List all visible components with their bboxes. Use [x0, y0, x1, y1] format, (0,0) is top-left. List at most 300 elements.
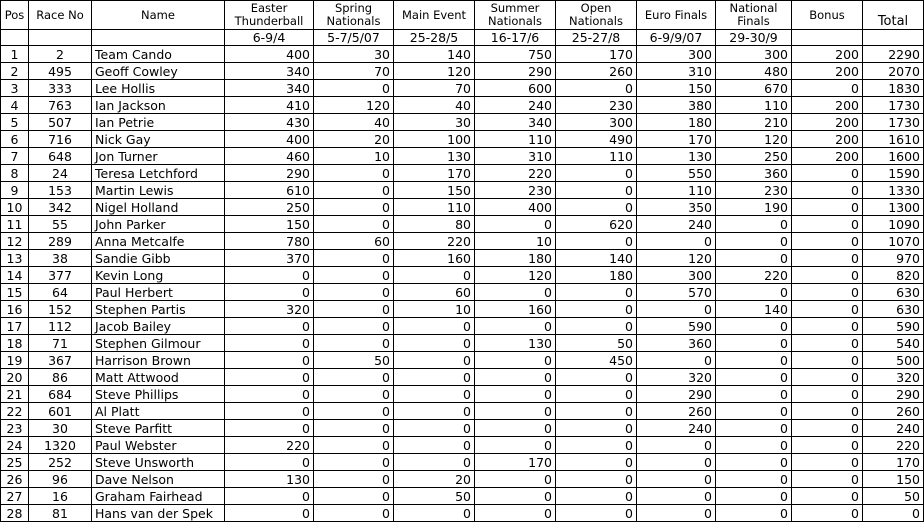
event-date: 5-7/5/07	[314, 30, 394, 46]
score-cell: 0	[475, 505, 556, 522]
pos-cell: 26	[1, 471, 29, 488]
score-cell: 0	[394, 386, 475, 403]
score-cell: 0	[225, 505, 314, 522]
race-no-cell: 96	[29, 471, 92, 488]
score-cell: 300	[637, 267, 716, 284]
score-cell: 130	[225, 471, 314, 488]
table-row	[1, 199, 924, 216]
name-cell: Steve Unsworth	[92, 454, 225, 471]
total-cell: 630	[863, 284, 924, 301]
header-name: Name	[92, 1, 225, 30]
score-cell: 0	[556, 80, 637, 97]
score-cell: 0	[716, 420, 792, 437]
total-cell: 240	[863, 420, 924, 437]
score-cell: 0	[475, 420, 556, 437]
score-cell: 80	[394, 216, 475, 233]
bonus-cell: 0	[792, 233, 863, 250]
score-cell: 60	[394, 284, 475, 301]
score-cell: 400	[475, 199, 556, 216]
bonus-cell: 0	[792, 369, 863, 386]
score-cell: 110	[475, 131, 556, 148]
bonus-cell: 0	[792, 335, 863, 352]
race-no-cell: 601	[29, 403, 92, 420]
event-date: 16-17/6	[475, 30, 556, 46]
score-cell: 0	[475, 369, 556, 386]
bonus-cell: 0	[792, 318, 863, 335]
score-cell: 0	[475, 386, 556, 403]
score-cell: 160	[475, 301, 556, 318]
score-cell: 0	[475, 284, 556, 301]
table-body	[1, 46, 924, 522]
score-cell: 220	[225, 437, 314, 454]
table-row	[1, 386, 924, 403]
total-cell: 260	[863, 403, 924, 420]
score-cell: 60	[314, 233, 394, 250]
header-event: Euro Finals	[637, 1, 716, 30]
score-cell: 0	[394, 318, 475, 335]
pos-cell: 12	[1, 233, 29, 250]
pos-cell: 15	[1, 284, 29, 301]
pos-cell: 9	[1, 182, 29, 199]
total-cell: 0	[863, 505, 924, 522]
score-cell: 0	[225, 488, 314, 505]
bonus-cell: 0	[792, 488, 863, 505]
score-cell: 240	[637, 216, 716, 233]
race-no-cell: 153	[29, 182, 92, 199]
bonus-cell: 0	[792, 437, 863, 454]
score-cell: 120	[314, 97, 394, 114]
bonus-cell: 0	[792, 420, 863, 437]
score-cell: 0	[716, 233, 792, 250]
score-cell: 300	[556, 114, 637, 131]
score-cell: 220	[394, 233, 475, 250]
table-row	[1, 403, 924, 420]
score-cell: 220	[475, 165, 556, 182]
name-cell: Harrison Brown	[92, 352, 225, 369]
score-cell: 0	[556, 318, 637, 335]
pos-cell: 19	[1, 352, 29, 369]
total-cell: 1090	[863, 216, 924, 233]
name-cell: Sandie Gibb	[92, 250, 225, 267]
header-pos: Pos	[1, 1, 29, 30]
table-row	[1, 488, 924, 505]
score-cell: 120	[716, 131, 792, 148]
total-cell: 320	[863, 369, 924, 386]
score-cell: 110	[556, 148, 637, 165]
score-cell: 250	[225, 199, 314, 216]
name-cell: Al Platt	[92, 403, 225, 420]
score-cell: 0	[314, 318, 394, 335]
total-cell: 820	[863, 267, 924, 284]
pos-cell: 5	[1, 114, 29, 131]
score-cell: 20	[394, 471, 475, 488]
name-cell: Teresa Letchford	[92, 165, 225, 182]
score-cell: 0	[314, 80, 394, 97]
bonus-cell: 0	[792, 267, 863, 284]
table-row	[1, 420, 924, 437]
name-cell: Ian Jackson	[92, 97, 225, 114]
name-cell: Stephen Partis	[92, 301, 225, 318]
race-no-cell: 333	[29, 80, 92, 97]
score-cell: 340	[475, 114, 556, 131]
pos-cell: 2	[1, 63, 29, 80]
score-cell: 0	[556, 301, 637, 318]
score-cell: 0	[394, 454, 475, 471]
bonus-cell: 0	[792, 352, 863, 369]
total-cell: 1330	[863, 182, 924, 199]
score-cell: 220	[716, 267, 792, 284]
race-no-cell: 289	[29, 233, 92, 250]
total-cell: 220	[863, 437, 924, 454]
score-cell: 450	[556, 352, 637, 369]
score-cell: 0	[475, 318, 556, 335]
score-cell: 0	[716, 403, 792, 420]
score-cell: 290	[637, 386, 716, 403]
name-cell: Ian Petrie	[92, 114, 225, 131]
score-cell: 0	[716, 369, 792, 386]
empty-cell	[92, 30, 225, 46]
dates-row	[1, 30, 924, 46]
score-cell: 10	[314, 148, 394, 165]
table-row	[1, 318, 924, 335]
score-cell: 0	[314, 437, 394, 454]
header-bonus: Bonus	[792, 1, 863, 30]
score-cell: 0	[394, 352, 475, 369]
score-cell: 0	[475, 488, 556, 505]
score-cell: 400	[225, 131, 314, 148]
pos-cell: 25	[1, 454, 29, 471]
score-cell: 50	[556, 335, 637, 352]
score-cell: 360	[716, 165, 792, 182]
score-cell: 250	[716, 148, 792, 165]
score-cell: 0	[716, 386, 792, 403]
score-cell: 230	[556, 97, 637, 114]
score-cell: 0	[314, 165, 394, 182]
total-cell: 1730	[863, 97, 924, 114]
table-header	[1, 1, 924, 46]
name-cell: Jon Turner	[92, 148, 225, 165]
score-cell: 30	[394, 114, 475, 131]
pos-cell: 17	[1, 318, 29, 335]
pos-cell: 16	[1, 301, 29, 318]
header-event: Spring Nationals	[314, 1, 394, 30]
bonus-cell: 0	[792, 165, 863, 182]
score-cell: 0	[314, 369, 394, 386]
score-cell: 0	[314, 471, 394, 488]
score-cell: 0	[225, 318, 314, 335]
score-cell: 140	[556, 250, 637, 267]
race-no-cell: 507	[29, 114, 92, 131]
total-cell: 1070	[863, 233, 924, 250]
score-cell: 0	[716, 454, 792, 471]
score-cell: 340	[225, 63, 314, 80]
race-no-cell: 112	[29, 318, 92, 335]
bonus-cell: 0	[792, 301, 863, 318]
score-cell: 0	[475, 471, 556, 488]
pos-cell: 6	[1, 131, 29, 148]
score-cell: 0	[314, 386, 394, 403]
score-cell: 0	[556, 454, 637, 471]
total-cell: 170	[863, 454, 924, 471]
score-cell: 0	[556, 233, 637, 250]
name-cell: Paul Herbert	[92, 284, 225, 301]
score-cell: 0	[314, 505, 394, 522]
score-cell: 360	[637, 335, 716, 352]
header-event: Main Event	[394, 1, 475, 30]
table-row	[1, 46, 924, 63]
score-cell: 0	[225, 403, 314, 420]
score-cell: 0	[716, 284, 792, 301]
score-cell: 370	[225, 250, 314, 267]
score-cell: 780	[225, 233, 314, 250]
pos-cell: 27	[1, 488, 29, 505]
score-cell: 40	[314, 114, 394, 131]
race-no-cell: 367	[29, 352, 92, 369]
race-no-cell: 16	[29, 488, 92, 505]
table-row	[1, 216, 924, 233]
header-row	[1, 1, 924, 30]
name-cell: Graham Fairhead	[92, 488, 225, 505]
header-event: National Finals	[716, 1, 792, 30]
bonus-cell: 0	[792, 454, 863, 471]
score-cell: 320	[637, 369, 716, 386]
score-cell: 0	[556, 505, 637, 522]
score-cell: 410	[225, 97, 314, 114]
score-cell: 120	[394, 63, 475, 80]
total-cell: 2070	[863, 63, 924, 80]
table-row	[1, 437, 924, 454]
total-cell: 1830	[863, 80, 924, 97]
score-cell: 0	[314, 488, 394, 505]
score-cell: 0	[716, 250, 792, 267]
score-cell: 120	[475, 267, 556, 284]
score-cell: 620	[556, 216, 637, 233]
score-cell: 170	[394, 165, 475, 182]
score-cell: 110	[637, 182, 716, 199]
total-cell: 290	[863, 386, 924, 403]
score-cell: 320	[225, 301, 314, 318]
bonus-cell: 0	[792, 471, 863, 488]
score-cell: 0	[556, 386, 637, 403]
total-cell: 2290	[863, 46, 924, 63]
race-no-cell: 55	[29, 216, 92, 233]
score-cell: 0	[716, 505, 792, 522]
score-cell: 230	[475, 182, 556, 199]
score-cell: 670	[716, 80, 792, 97]
total-cell: 1590	[863, 165, 924, 182]
score-cell: 0	[225, 267, 314, 284]
score-cell: 230	[716, 182, 792, 199]
name-cell: John Parker	[92, 216, 225, 233]
score-cell: 40	[394, 97, 475, 114]
race-no-cell: 684	[29, 386, 92, 403]
score-cell: 170	[637, 131, 716, 148]
score-cell: 0	[314, 250, 394, 267]
score-cell: 460	[225, 148, 314, 165]
name-cell: Steve Parfitt	[92, 420, 225, 437]
name-cell: Anna Metcalfe	[92, 233, 225, 250]
score-cell: 130	[394, 148, 475, 165]
score-cell: 180	[475, 250, 556, 267]
score-cell: 0	[716, 488, 792, 505]
score-cell: 0	[314, 403, 394, 420]
event-date: 6-9/9/07	[637, 30, 716, 46]
table-row	[1, 97, 924, 114]
score-cell: 0	[394, 505, 475, 522]
name-cell: Lee Hollis	[92, 80, 225, 97]
score-cell: 0	[394, 403, 475, 420]
bonus-cell: 200	[792, 46, 863, 63]
score-cell: 160	[394, 250, 475, 267]
score-cell: 130	[637, 148, 716, 165]
score-cell: 0	[475, 403, 556, 420]
table-row	[1, 80, 924, 97]
bonus-cell: 0	[792, 199, 863, 216]
name-cell: Paul Webster	[92, 437, 225, 454]
score-cell: 0	[637, 488, 716, 505]
score-cell: 300	[637, 46, 716, 63]
bonus-cell: 200	[792, 148, 863, 165]
score-cell: 0	[556, 488, 637, 505]
score-cell: 0	[225, 386, 314, 403]
score-cell: 570	[637, 284, 716, 301]
score-cell: 0	[394, 369, 475, 386]
score-cell: 0	[394, 420, 475, 437]
pos-cell: 21	[1, 386, 29, 403]
pos-cell: 14	[1, 267, 29, 284]
score-cell: 130	[475, 335, 556, 352]
race-no-cell: 252	[29, 454, 92, 471]
score-cell: 70	[314, 63, 394, 80]
score-cell: 110	[394, 199, 475, 216]
table-row	[1, 267, 924, 284]
score-cell: 0	[716, 335, 792, 352]
score-cell: 150	[225, 216, 314, 233]
score-cell: 0	[556, 284, 637, 301]
bonus-cell: 0	[792, 386, 863, 403]
score-cell: 750	[475, 46, 556, 63]
header-event: Summer Nationals	[475, 1, 556, 30]
score-cell: 180	[637, 114, 716, 131]
score-cell: 10	[394, 301, 475, 318]
score-cell: 210	[716, 114, 792, 131]
score-cell: 0	[314, 335, 394, 352]
score-cell: 0	[225, 420, 314, 437]
name-cell: Stephen Gilmour	[92, 335, 225, 352]
bonus-cell: 200	[792, 114, 863, 131]
score-cell: 310	[637, 63, 716, 80]
score-cell: 600	[475, 80, 556, 97]
score-cell: 0	[637, 437, 716, 454]
name-cell: Team Cando	[92, 46, 225, 63]
pos-cell: 3	[1, 80, 29, 97]
race-no-cell: 24	[29, 165, 92, 182]
score-cell: 0	[225, 352, 314, 369]
race-no-cell: 716	[29, 131, 92, 148]
score-cell: 140	[394, 46, 475, 63]
score-cell: 290	[475, 63, 556, 80]
race-no-cell: 81	[29, 505, 92, 522]
score-cell: 0	[556, 182, 637, 199]
pos-cell: 4	[1, 97, 29, 114]
total-cell: 970	[863, 250, 924, 267]
race-no-cell: 38	[29, 250, 92, 267]
score-cell: 380	[637, 97, 716, 114]
score-cell: 260	[556, 63, 637, 80]
table-row	[1, 454, 924, 471]
score-cell: 0	[716, 437, 792, 454]
score-cell: 150	[394, 182, 475, 199]
score-cell: 0	[314, 284, 394, 301]
score-cell: 0	[556, 471, 637, 488]
pos-cell: 22	[1, 403, 29, 420]
score-cell: 590	[637, 318, 716, 335]
total-cell: 630	[863, 301, 924, 318]
pos-cell: 18	[1, 335, 29, 352]
score-cell: 0	[556, 165, 637, 182]
table-row	[1, 250, 924, 267]
score-cell: 0	[225, 284, 314, 301]
score-cell: 300	[716, 46, 792, 63]
score-cell: 110	[716, 97, 792, 114]
score-cell: 180	[556, 267, 637, 284]
score-cell: 0	[314, 301, 394, 318]
score-cell: 0	[637, 301, 716, 318]
score-cell: 0	[314, 267, 394, 284]
score-cell: 0	[394, 267, 475, 284]
empty-cell	[792, 30, 863, 46]
table-row	[1, 301, 924, 318]
score-cell: 0	[637, 233, 716, 250]
bonus-cell: 0	[792, 80, 863, 97]
score-cell: 0	[225, 454, 314, 471]
bonus-cell: 0	[792, 250, 863, 267]
score-cell: 0	[475, 216, 556, 233]
score-cell: 0	[314, 420, 394, 437]
table-row	[1, 369, 924, 386]
score-cell: 0	[475, 437, 556, 454]
score-cell: 30	[314, 46, 394, 63]
score-cell: 0	[314, 216, 394, 233]
total-cell: 500	[863, 352, 924, 369]
pos-cell: 20	[1, 369, 29, 386]
name-cell: Nigel Holland	[92, 199, 225, 216]
pos-cell: 23	[1, 420, 29, 437]
score-cell: 0	[394, 437, 475, 454]
table-row	[1, 505, 924, 522]
table-row	[1, 182, 924, 199]
score-cell: 240	[475, 97, 556, 114]
pos-cell: 11	[1, 216, 29, 233]
table-row	[1, 148, 924, 165]
score-cell: 140	[716, 301, 792, 318]
header-event: Easter Thunderball	[225, 1, 314, 30]
total-cell: 50	[863, 488, 924, 505]
score-cell: 0	[637, 454, 716, 471]
pos-cell: 24	[1, 437, 29, 454]
pos-cell: 28	[1, 505, 29, 522]
pos-cell: 10	[1, 199, 29, 216]
bonus-cell: 0	[792, 403, 863, 420]
score-cell: 170	[556, 46, 637, 63]
score-cell: 0	[716, 216, 792, 233]
score-cell: 0	[556, 199, 637, 216]
score-cell: 0	[716, 471, 792, 488]
table-row	[1, 114, 924, 131]
empty-cell	[863, 30, 924, 46]
race-no-cell: 1320	[29, 437, 92, 454]
event-date: 29-30/9	[716, 30, 792, 46]
